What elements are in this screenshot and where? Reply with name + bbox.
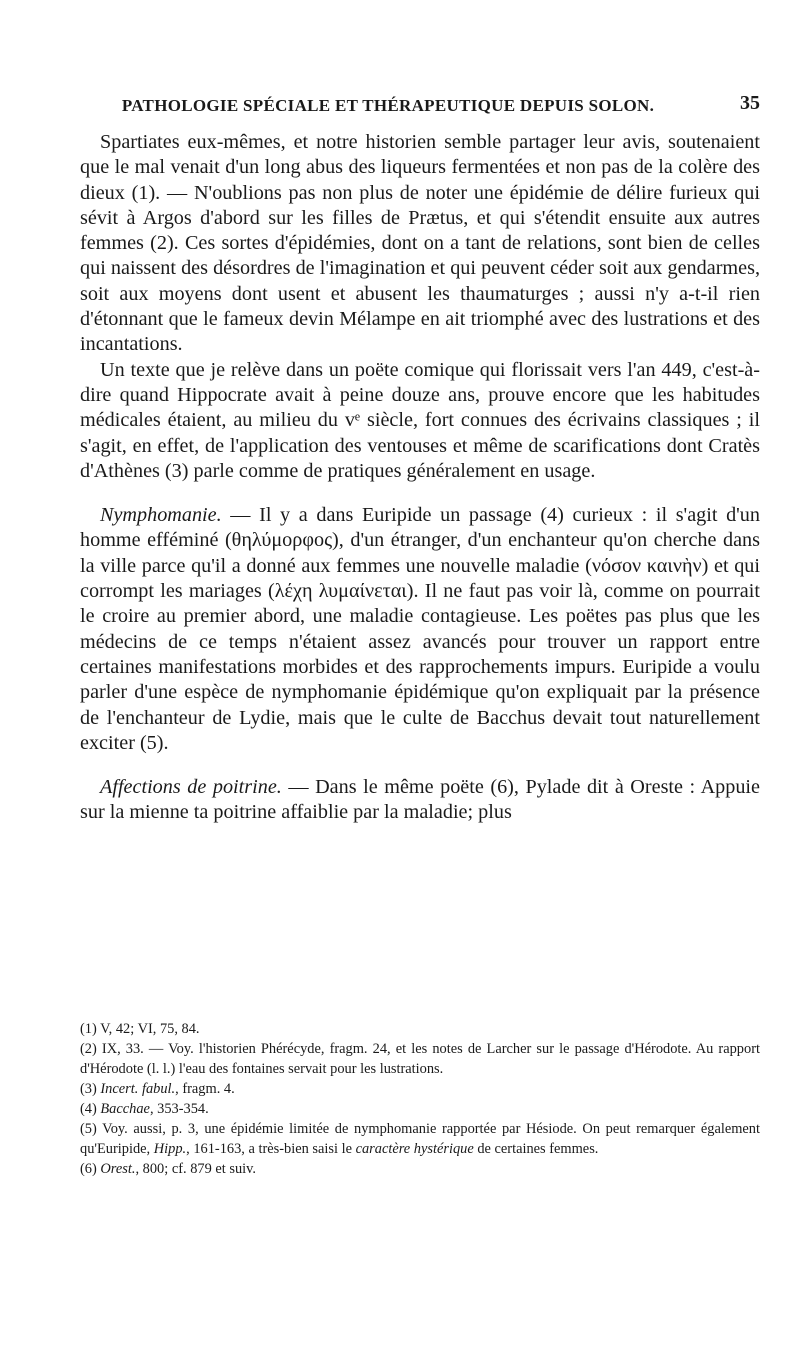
page-number: 35 <box>740 92 760 114</box>
footnote-text: , 161-163, a très-bien saisi le <box>186 1141 356 1157</box>
footnote-text: de certaines femmes. <box>473 1141 599 1157</box>
footnote-text: , 800; cf. 879 et suiv. <box>135 1161 257 1177</box>
paragraph-affections <box>80 775 760 826</box>
footnote-title: Orest. <box>100 1161 136 1177</box>
paragraph: Un texte que je relève dans un poëte comique qui florissait vers l'an 449, c'est-à-dire quand Hippocrate avait à peine douze ans, prouve encore que les habitudes médicales étaient, au milieu du vᵉ siècle, fort connues des écrivains classiques ; il s'agit, en effet, de l'application des ventouses et même de scarifications dont Cratès d'Athènes (3) parle comme de pratiques généralement en usage. <box>80 358 760 482</box>
footnote-3 <box>80 1079 760 1099</box>
footnote-1: (1) V, 42; VI, 75, 84. <box>80 1021 200 1037</box>
footnote-title: Bacchae <box>100 1101 150 1117</box>
footnote-text: (4) <box>80 1101 101 1117</box>
main-text <box>80 130 760 826</box>
footnote-6 <box>80 1159 760 1179</box>
footnote-text: , 353-354. <box>149 1101 209 1117</box>
footnotes <box>80 1019 760 1179</box>
paragraph-text: — Il y a dans Euripide un passage (4) curieux : il s'agit d'un homme efféminé (θηλύμορφος), d'un étranger, d'un enchanteur qu'on cherche dans la ville parce qu'il a donné aux femmes une nouvelle maladie (νόσον καινὴν) et qui corrompt les mariages (λέχη λυμαίνεται). Il ne faut pas voir là, comme on pourrait le croire au premier abord, une maladie contagieuse. Les poëtes pas plus que les médecins de ce temps n'étaient assez avancés pour trouver un rapport entre certaines manifestations morbides et des rapprochements impurs. Euripide a voulu parler d'une espèce de nymphomanie épidémique qu'on expliquait par la présence de l'enchanteur de Lydie, mais que le culte de Bacchus devait tout naturellement exciter (5). <box>80 504 760 754</box>
paragraph-nymphomanie <box>80 503 760 756</box>
footnote-text: (3) <box>80 1081 101 1097</box>
footnote-2: (2) IX, 33. — Voy. l'historien Phérécyde, fragm. 24, et les notes de Larcher sur le passage d'Hérodote. Au rapport d'Hérodote (l. l.) l'eau des fontaines servait pour les lustrations. <box>80 1041 760 1077</box>
footnote-text: (6) <box>80 1161 101 1177</box>
section-title: Affections de poitrine. <box>100 776 282 799</box>
footnote-emphasis: caractère hystérique <box>355 1141 474 1157</box>
paragraph-text: — Dans le même poëte (6), Pylade dit à Oreste : Appuie sur la mienne ta poitrine affaiblie par la maladie; plus <box>80 776 760 824</box>
footnote-title: Hipp. <box>153 1141 187 1157</box>
footnote-title: Incert. fabul. <box>100 1081 176 1097</box>
footnote-4 <box>80 1099 760 1119</box>
footnote-text: , fragm. 4. <box>175 1081 235 1097</box>
section-title: Nymphomanie. <box>100 504 222 527</box>
footnote-text: (5) Voy. aussi, p. 3, une épidémie limitée de nymphomanie rapportée par Hésiode. On peut remarquer également qu'Euripide, <box>80 1121 760 1157</box>
page-header <box>80 92 760 126</box>
footnote-5 <box>80 1119 760 1159</box>
running-head: PATHOLOGIE SPÉCIALE ET THÉRAPEUTIQUE DEPUIS SOLON. <box>121 96 655 115</box>
paragraph: Spartiates eux-mêmes, et notre historien semble partager leur avis, soutenaient que le mal venait d'un long abus des liqueurs fermentées et non pas de la colère des dieux (1). — N'oublions pas non plus de noter une épidémie de délire furieux qui sévit à Argos d'abord sur les filles de Prætus, et qui s'étendit ensuite aux autres femmes (2). Ces sortes d'épidémies, dont on a tant de relations, sont bien de celles qui naissent des désordres de l'imagination et qui peuvent céder soit aux gendarmes, soit aux moyens dont usent et abusent les thaumaturges ; aussi n'y a-t-il rien d'étonnant que le fameux devin Mélampe en ait triomphé avec des lustrations et des incantations. <box>80 131 760 356</box>
